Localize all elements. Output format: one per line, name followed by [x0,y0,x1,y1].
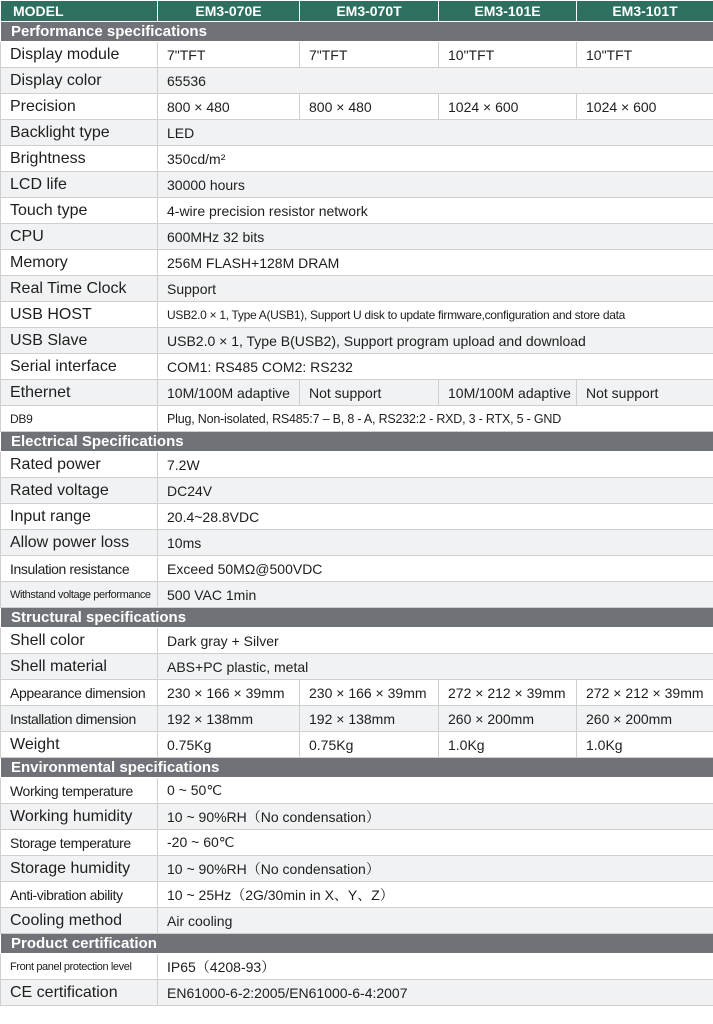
spec-value: 0 ~ 50℃ [158,778,713,804]
spec-value: IP65（4208-93） [158,954,713,980]
spec-row-input-range [1,504,713,530]
section-header [1,608,713,628]
section-header [1,432,713,452]
spec-row-memory [1,250,713,276]
spec-value: 65536 [158,68,713,94]
model-name: EM3-101T [577,1,713,22]
spec-value: Dark gray + Silver [158,628,713,654]
spec-value: 272 × 212 × 39mm [577,680,713,706]
spec-label: Front panel protection level [1,954,158,980]
spec-label: Installation dimension [1,706,158,732]
spec-value: 10ms [158,530,713,556]
spec-row-lcd-life [1,172,713,198]
spec-value: 7"TFT [158,42,300,68]
spec-label: Storage temperature [1,830,158,856]
model-name: EM3-070E [158,1,300,22]
spec-row-cpu [1,224,713,250]
spec-row-usb-slave [1,328,713,354]
spec-value: ABS+PC plastic, metal [158,654,713,680]
section-title-performance: Performance specifications [1,22,713,42]
spec-value: 0.75Kg [300,732,439,758]
section-header [1,934,713,954]
spec-row-withstand [1,582,713,608]
spec-value: 7.2W [158,452,713,478]
spec-value: Not support [300,380,439,406]
spec-label: Anti-vibration ability [1,882,158,908]
spec-value: DC24V [158,478,713,504]
spec-label: Backlight type [1,120,158,146]
spec-value: 4-wire precision resistor network [158,198,713,224]
spec-label: Working temperature [1,778,158,804]
spec-value: 10M/100M adaptive [439,380,577,406]
spec-value: 192 × 138mm [158,706,300,732]
spec-row-storage-temp [1,830,713,856]
spec-value: USB2.0 × 1, Type A(USB1), Support U disk to update firmware,configuration and store data [158,302,713,328]
spec-value: COM1: RS485 COM2: RS232 [158,354,713,380]
spec-label: CPU [1,224,158,250]
spec-row-ethernet [1,380,713,406]
spec-value: Plug, Non-isolated, RS485:7 – B, 8 - A, RS232:2 - RXD, 3 - RTX, 5 - GND [158,406,713,432]
spec-value: USB2.0 × 1, Type B(USB2), Support program upload and download [158,328,713,354]
section-header [1,758,713,778]
section-title-structural: Structural specifications [1,608,713,628]
spec-value: 230 × 166 × 39mm [300,680,439,706]
spec-label: Brightness [1,146,158,172]
spec-row-vibration [1,882,713,908]
spec-value: 260 × 200mm [439,706,577,732]
spec-row-appearance [1,680,713,706]
spec-row-precision [1,94,713,120]
spec-label: LCD life [1,172,158,198]
spec-label: USB Slave [1,328,158,354]
spec-row-installation [1,706,713,732]
spec-value: 192 × 138mm [300,706,439,732]
section-title-environmental: Environmental specifications [1,758,713,778]
spec-value: 230 × 166 × 39mm [158,680,300,706]
spec-label: Allow power loss [1,530,158,556]
spec-row-display-color [1,68,713,94]
spec-value: 10 ~ 90%RH（No condensation） [158,804,713,830]
spec-value: Exceed 50MΩ@500VDC [158,556,713,582]
spec-value: Support [158,276,713,302]
spec-row-rated-voltage [1,478,713,504]
spec-value: 10 ~ 90%RH（No condensation） [158,856,713,882]
spec-value: 10 ~ 25Hz（2G/30min in X、Y、Z） [158,882,713,908]
model-name: EM3-101E [439,1,577,22]
spec-label: Rated voltage [1,478,158,504]
spec-row-ce [1,980,713,1006]
section-title-certification: Product certification [1,934,713,954]
spec-value: 500 VAC 1min [158,582,713,608]
spec-value: 7"TFT [300,42,439,68]
spec-value: 800 × 480 [158,94,300,120]
spec-label: Display color [1,68,158,94]
spec-row-brightness [1,146,713,172]
spec-value: 0.75Kg [158,732,300,758]
spec-label: Touch type [1,198,158,224]
spec-row-work-humidity [1,804,713,830]
spec-row-backlight [1,120,713,146]
spec-label: Real Time Clock [1,276,158,302]
spec-label: Storage humidity [1,856,158,882]
spec-value: 256M FLASH+128M DRAM [158,250,713,276]
spec-row-shell-material [1,654,713,680]
spec-label: USB HOST [1,302,158,328]
spec-row-display-module [1,42,713,68]
spec-label: Input range [1,504,158,530]
spec-row-serial [1,354,713,380]
spec-label: Withstand voltage performance [1,582,158,608]
spec-row-usb-host [1,302,713,328]
model-header-row [1,1,713,22]
spec-label: DB9 [1,406,158,432]
spec-row-rtc [1,276,713,302]
spec-value: -20 ~ 60℃ [158,830,713,856]
spec-value: Air cooling [158,908,713,934]
spec-value: 1024 × 600 [439,94,577,120]
spec-value: 350cd/m² [158,146,713,172]
spec-label: Working humidity [1,804,158,830]
spec-row-rated-power [1,452,713,478]
spec-label: Appearance dimension [1,680,158,706]
spec-row-insulation [1,556,713,582]
spec-value: 10M/100M adaptive [158,380,300,406]
spec-label: Serial interface [1,354,158,380]
spec-label: CE certification [1,980,158,1006]
spec-label: Memory [1,250,158,276]
spec-label: Display module [1,42,158,68]
section-header [1,22,713,42]
spec-value: 600MHz 32 bits [158,224,713,250]
model-name: EM3-070T [300,1,439,22]
spec-value: EN61000-6-2:2005/EN61000-6-4:2007 [158,980,713,1006]
spec-value: 1.0Kg [577,732,713,758]
spec-value: 260 × 200mm [577,706,713,732]
section-title-electrical: Electrical Specifications [1,432,713,452]
spec-value: 800 × 480 [300,94,439,120]
spec-label: Shell material [1,654,158,680]
spec-row-storage-humidity [1,856,713,882]
spec-value: Not support [577,380,713,406]
spec-label: Precision [1,94,158,120]
spec-value: LED [158,120,713,146]
spec-row-work-temp [1,778,713,804]
spec-row-cooling [1,908,713,934]
spec-row-db9 [1,406,713,432]
spec-value: 20.4~28.8VDC [158,504,713,530]
spec-label: Cooling method [1,908,158,934]
spec-label: Insulation resistance [1,556,158,582]
spec-row-front-panel [1,954,713,980]
model-label: MODEL [1,1,158,22]
spec-row-touch-type [1,198,713,224]
spec-label: Shell color [1,628,158,654]
spec-value: 1024 × 600 [577,94,713,120]
spec-value: 30000 hours [158,172,713,198]
spec-row-weight [1,732,713,758]
spec-value: 1.0Kg [439,732,577,758]
spec-row-power-loss [1,530,713,556]
spec-row-shell-color [1,628,713,654]
spec-label: Rated power [1,452,158,478]
spec-value: 10"TFT [577,42,713,68]
spec-label: Weight [1,732,158,758]
spec-label: Ethernet [1,380,158,406]
spec-value: 10"TFT [439,42,577,68]
spec-value: 272 × 212 × 39mm [439,680,577,706]
